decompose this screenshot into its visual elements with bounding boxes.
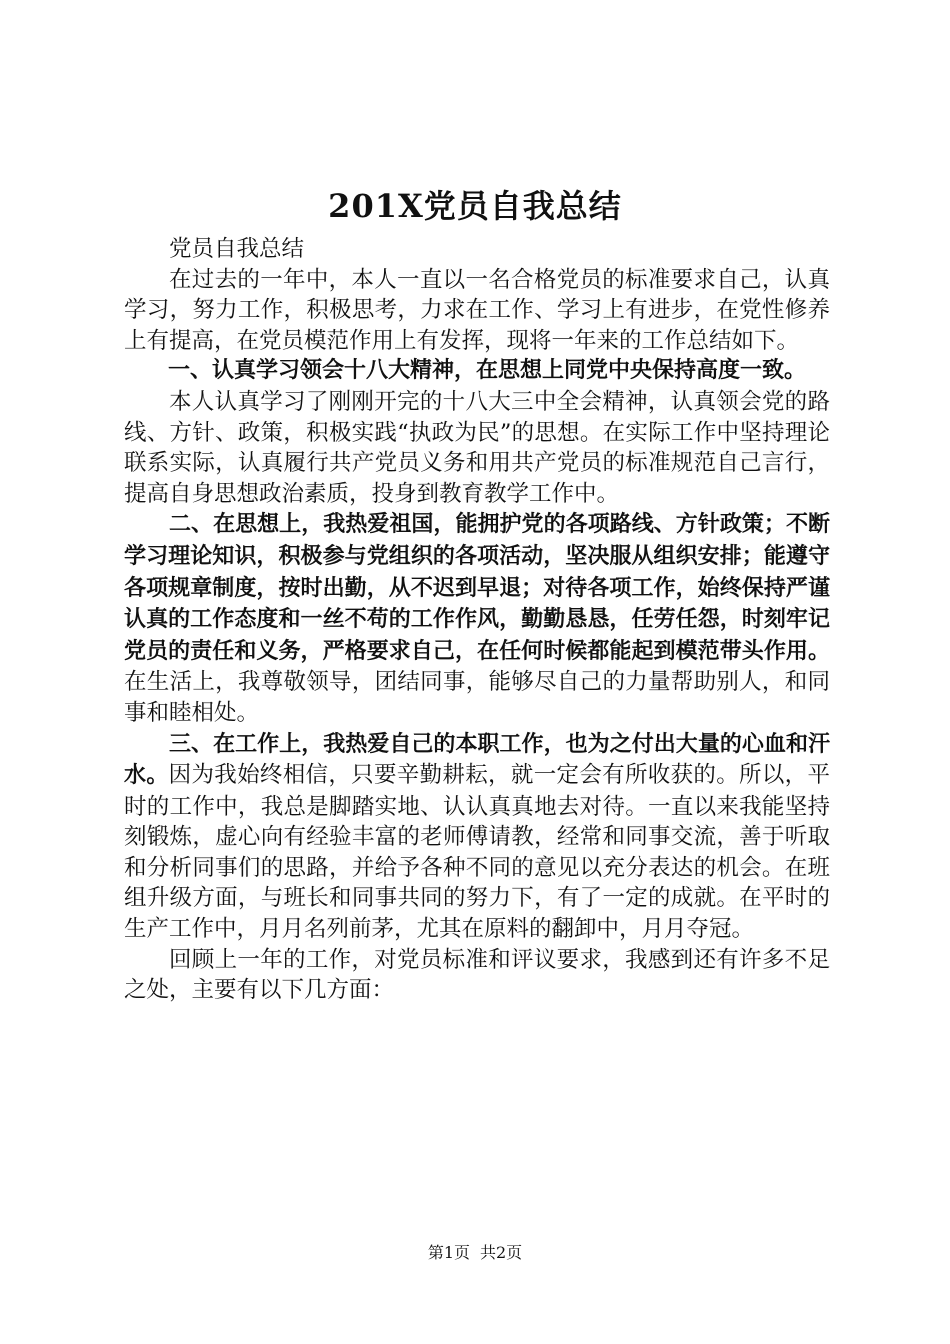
section1-heading: 一、认真学习领会十八大精神，在思想上同党中央保持高度一致。 xyxy=(168,358,807,384)
section3-normal-text: 因为我始终相信，只要辛勤耕耘，就一定会有所收获的。所以，平时的工作中，我总是脚踏实地、认认真真地去对待。一直以来我能坚持刻锻炼，虚心向有经验丰富的老师傅请教，经常和同事交流，善于听取和分析同事们的思路，并给予各种不同的意见以充分表达的机会。在班组升级方面，与班长和同事共同的努力下，有了一定的成就。在平时的生产工作中，月月名列前茅，尤其在原料的翻卸中，月月夺冠。 xyxy=(124,762,830,943)
document-subtitle: 党员自我总结 xyxy=(169,236,305,262)
review-paragraph: 回顾上一年的工作，对党员标准和评议要求，我感到还有许多不足之处，主要有以下几方面： xyxy=(124,946,830,1004)
page-number: 第1页 xyxy=(427,1243,470,1262)
section3-bold-text: 三、在工作上，我热爱自己的本职工作，也为之付出大量的心血和汗水。 xyxy=(124,731,830,789)
section1-paragraph: 本人认真学习了刚刚开完的十八大三中全会精神，认真领会党的路线、方针、政策，积极实践“执政为民”的思想。在实际工作中坚持理论联系实际，认真履行共产党员义务和用共产党员的标准规范自己言行，提高自身思想政治素质，投身到教育教学工作中。 xyxy=(124,388,830,507)
section2-bold-text: 二、在思想上，我热爱祖国，能拥护党的各项路线、方针政策；不断学习理论知识，积极参与党组织的各项活动，坚决服从组织安排；能遵守各项规章制度，按时出勤，从不迟到早退；对待各项工作，始终保持严谨认真的工作态度和一丝不苟的工作作风，勤勤恳恳，任劳任怨，时刻牢记党员的责任和义务，严格要求自己，在任何时候都能起到模范带头作用。 xyxy=(124,512,830,664)
section3-paragraph xyxy=(124,729,830,945)
document-body xyxy=(124,234,830,1006)
page-footer xyxy=(0,1242,950,1264)
section2-paragraph xyxy=(124,509,830,728)
intro-paragraph: 在过去的一年中，本人一直以一名合格党员的标准要求自己，认真学习，努力工作，积极思考，力求在工作、学习上有进步，在党性修养上有提高，在党员模范作用上有发挥，现将一年来的工作总结如下。 xyxy=(124,266,830,354)
section2-normal-text: 在生活上，我尊敬领导，团结同事，能够尽自己的力量帮助别人，和同事和睦相处。 xyxy=(124,669,830,726)
page-total: 共2页 xyxy=(480,1243,523,1262)
document-title: 201X党员自我总结 xyxy=(328,187,622,225)
